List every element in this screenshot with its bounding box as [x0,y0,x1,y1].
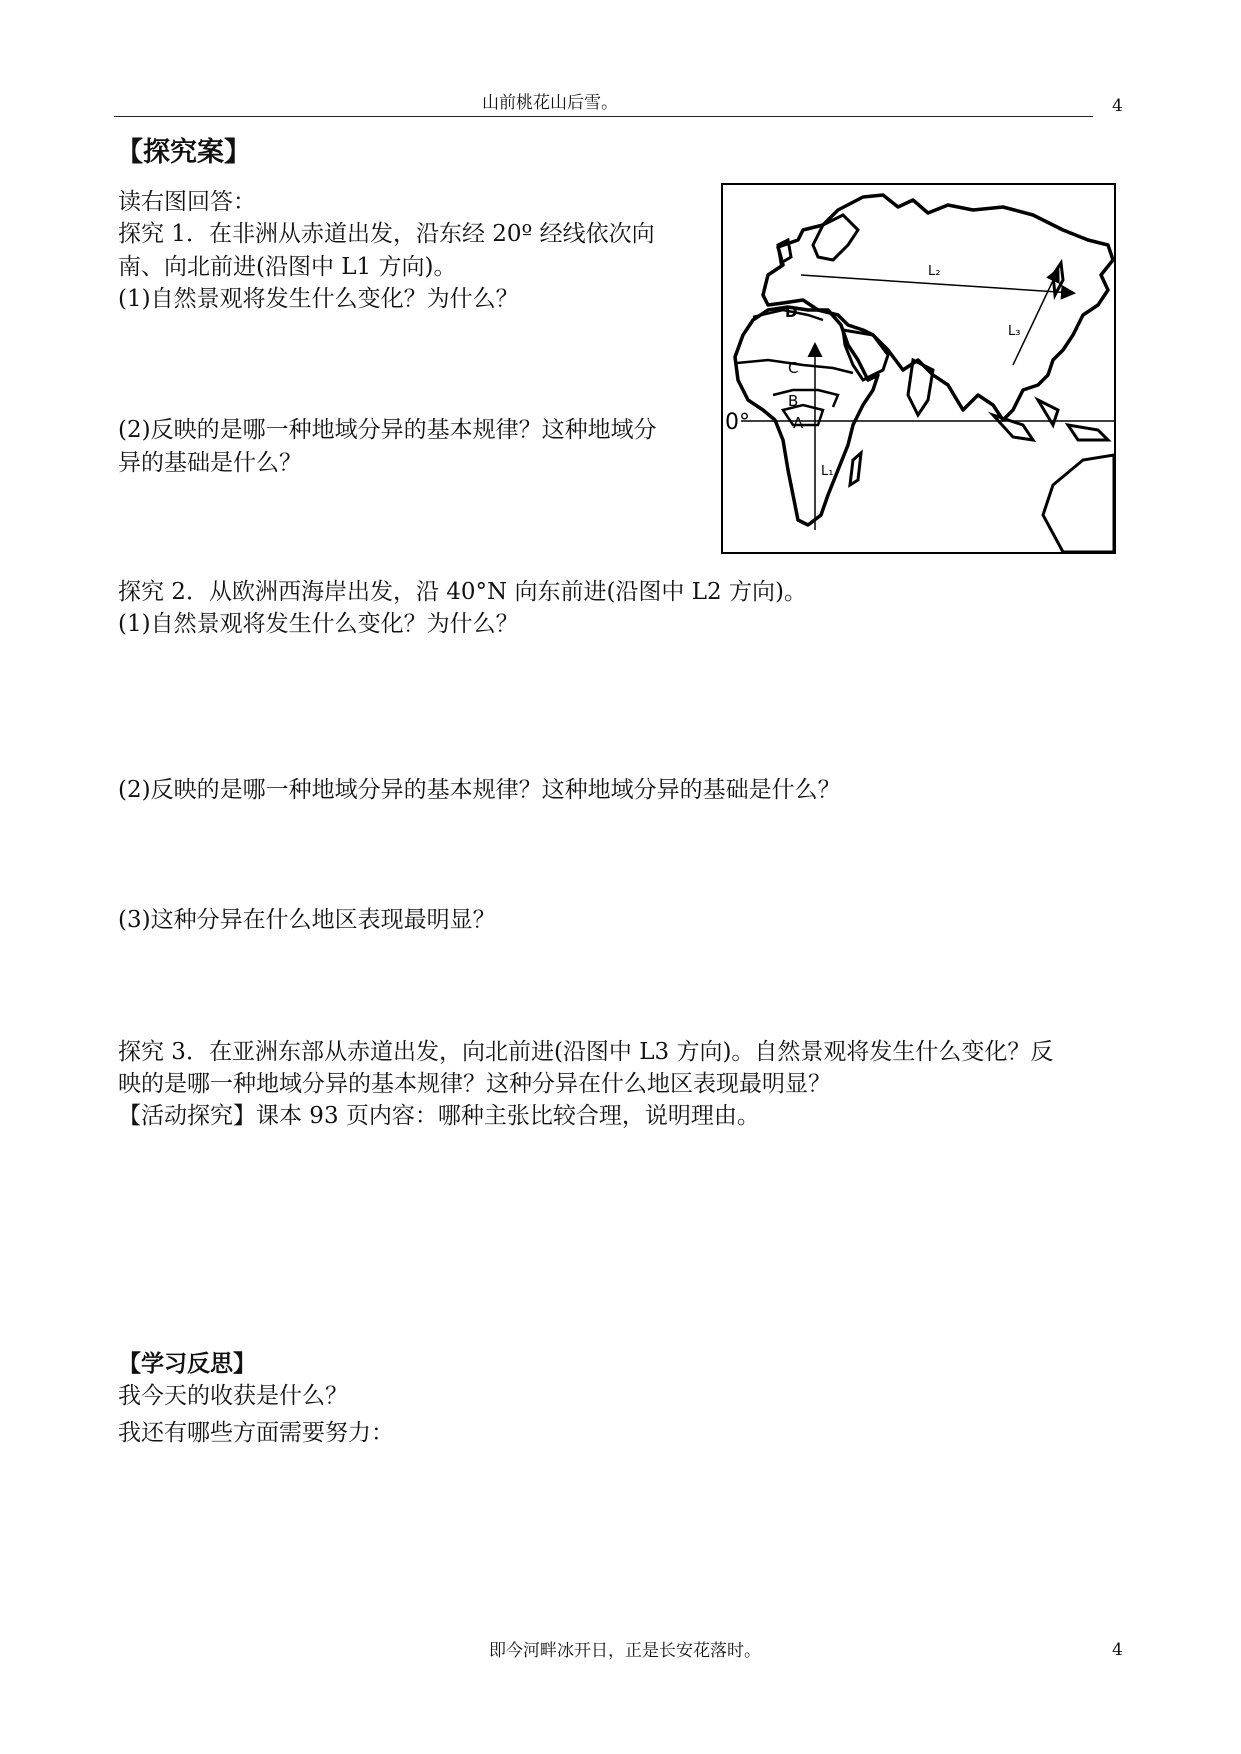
footer-text: 即今河畔冰开日，正是长安花落时。 [489,1641,761,1661]
zone-label-b: B [788,392,799,410]
q3-line1: 探究 3．在亚洲东部从赤道出发，向北前进(沿图中 L3 方向)。自然景观将发生什么变化？反 [118,1039,1054,1065]
scandinavia-outline [813,215,858,260]
l3-label: L₃ [1008,324,1021,339]
se-asia-islands [993,400,1108,440]
header-rule [114,116,1093,117]
q3-line2: 映的是哪一种地域分异的基本规律？这种分异在什么地区表现最明显？ [118,1071,831,1097]
header-text: 山前桃花山后雪。 [482,93,618,113]
zone-label-d: D [785,303,798,321]
zone-label-c: C [788,359,799,377]
equator-label: 0° [725,410,750,435]
activity-text: 【活动探究】课本 93 页内容：哪种主张比较合理，说明理由。 [118,1103,760,1129]
q1-line1: 探究 1．在非洲从赤道出发，沿东经 20º 经线依次向 [118,221,655,247]
india-outline [908,360,933,415]
africa-outline [735,307,878,525]
q2-sub1: (1)自然景观将发生什么变化？为什么？ [118,611,519,637]
q1-sub2-line2: 异的基础是什么？ [118,450,302,476]
reflection-line2: 我还有哪些方面需要努力： [118,1420,394,1446]
q1-sub2-line1: (2)反映的是哪一种地域分异的基本规律？这种地域分 [118,417,657,443]
footer-page-number: 4 [1112,1640,1123,1660]
q2-sub2: (2)反映的是哪一种地域分异的基本规律？这种地域分异的基础是什么？ [118,777,841,803]
q1-line2: 南、向北前进(沿图中 L1 方向)。 [118,254,457,280]
intro-text: 读右图回答： [118,189,256,215]
australia-outline [1043,455,1114,552]
l3-arrow [1013,270,1058,365]
section-title: 【探究案】 [116,137,251,168]
header-page-number: 4 [1112,96,1123,116]
l1-label: L₁ [821,464,834,479]
q1-sub1: (1)自然景观将发生什么变化？为什么？ [118,286,519,312]
madagascar-outline [850,453,861,485]
world-map-figure [721,183,1116,554]
reflection-line1: 我今天的收获是什么？ [118,1383,348,1409]
reflection-title: 【学习反思】 [118,1351,256,1377]
map-svg [723,185,1114,552]
q2-line1: 探究 2．从欧洲西海岸出发，沿 40°N 向东前进(沿图中 L2 方向)。 [118,579,807,605]
q2-sub3: (3)这种分异在什么地区表现最明显？ [118,907,496,933]
zone-label-a: A [793,414,804,432]
l2-label: L₂ [928,264,941,279]
